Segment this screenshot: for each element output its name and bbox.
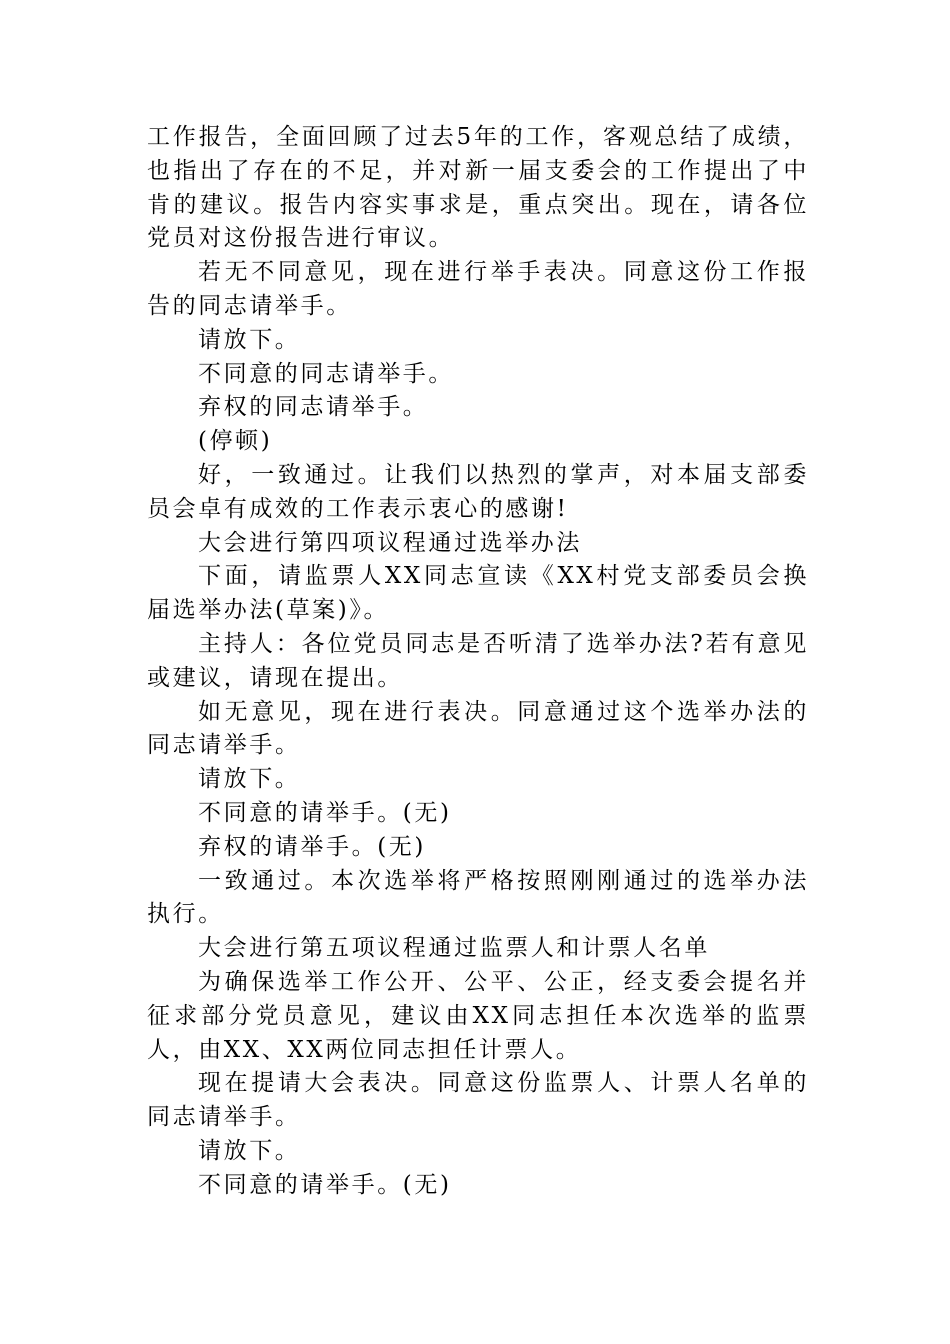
paragraph-vote-scrutineers: 现在提请大会表决。同意这份监票人、计票人名单的同志请举手。 (147, 1070, 809, 1131)
paragraph-read-election-rules: 下面，请监票人XX同志宣读《XX村党支部委员会换届选举办法(草案)》。 (147, 563, 809, 624)
paragraph-vote-election-rules: 如无意见，现在进行表决。同意通过这个选举办法的同志请举手。 (147, 698, 809, 759)
paragraph-hands-down-2: 请放下。 (198, 766, 301, 793)
paragraph-hands-down-3: 请放下。 (198, 1137, 301, 1164)
paragraph-continuation: 工作报告，全面回顾了过去5年的工作，客观总结了成绩，也指出了存在的不足，并对新一届支委会的工作提出了中肯的建议。报告内容实事求是，重点突出。现在，请各位党员对这份报告进行审议。 (147, 124, 809, 252)
paragraph-agenda-item-five: 大会进行第五项议程通过监票人和计票人名单 (198, 935, 710, 962)
paragraph-host-question: 主持人：各位党员同志是否听清了选举办法?若有意见或建议，请现在提出。 (147, 630, 809, 691)
document-body (147, 121, 809, 1203)
paragraph-abstain-none: 弃权的请举手。(无) (198, 833, 426, 860)
paragraph-pause: (停顿) (198, 428, 273, 455)
paragraph-oppose: 不同意的同志请举手。 (198, 360, 454, 387)
paragraph-oppose-none-2: 不同意的请举手。(无) (198, 1171, 452, 1198)
paragraph-abstain: 弃权的同志请举手。 (198, 394, 429, 421)
paragraph-hands-down: 请放下。 (198, 326, 301, 353)
paragraph-agenda-item-four: 大会进行第四项议程通过选举办法 (198, 529, 582, 556)
paragraph-oppose-none: 不同意的请举手。(无) (198, 799, 452, 826)
paragraph-unanimous-rules: 一致通过。本次选举将严格按照刚刚通过的选举办法执行。 (147, 867, 809, 928)
paragraph-nominate-scrutineers: 为确保选举工作公开、公平、公正，经支委会提名并征求部分党员意见，建议由XX同志担任本次选举的监票人，由XX、XX两位同志担任计票人。 (147, 968, 809, 1063)
paragraph-vote-report: 若无不同意见，现在进行举手表决。同意这份工作报告的同志请举手。 (147, 259, 809, 319)
paragraph-passed-applause: 好，一致通过。让我们以热烈的掌声，对本届支部委员会卓有成效的工作表示衷心的感谢! (147, 461, 809, 522)
